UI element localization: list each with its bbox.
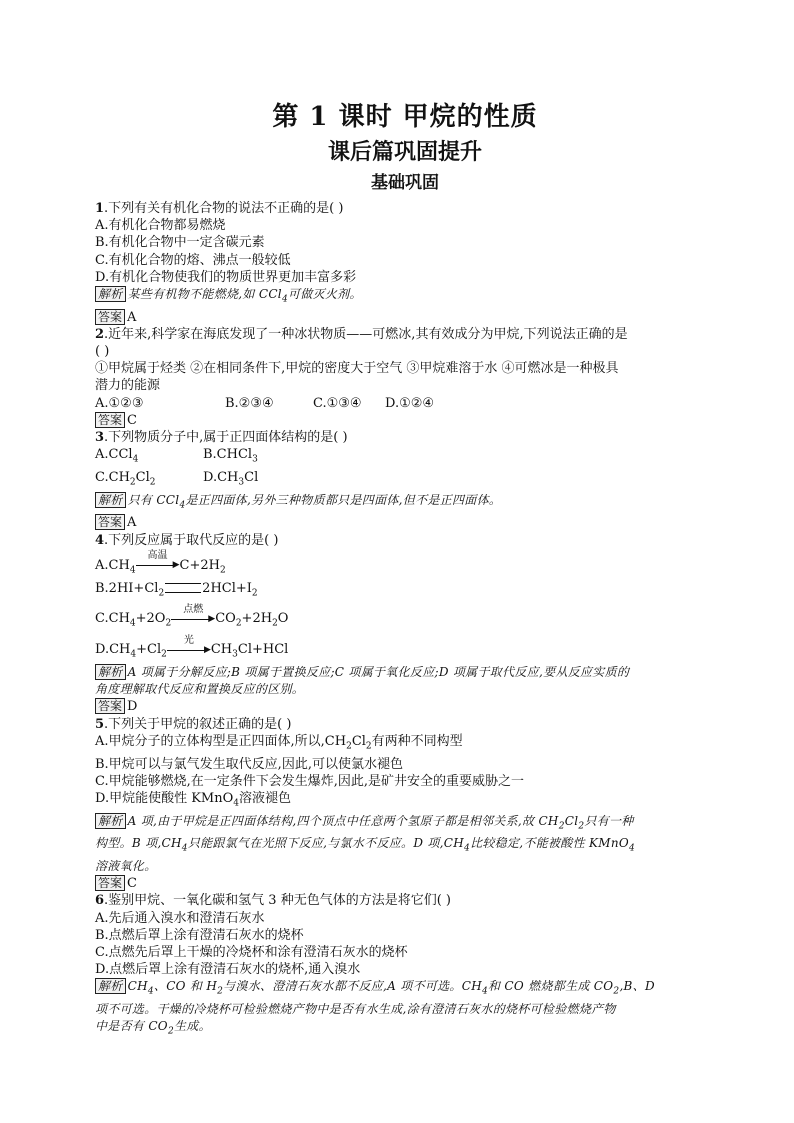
option-c: C.①③④ (313, 395, 362, 411)
option-d: D.点燃后罩上涂有澄清石灰水的烧杯,通入溴水 (95, 962, 361, 978)
option-a: A.CCl$_4$ (95, 447, 139, 465)
option-b: B.甲烷可以与氯气发生取代反应,因此,可以使氯水褪色 (95, 756, 403, 772)
options (95, 395, 715, 412)
question-stem-cont: ( ) (95, 344, 110, 360)
analysis: 解析 A 项,由于甲烷是正四面体结构,四个顶点中任意两个氢原子都是相邻关系,故 $CH_2Cl_2$只有一种 (95, 813, 715, 836)
question-stem: 5.下列关于甲烷的叙述正确的是( ) (95, 716, 292, 732)
worksheet-page (95, 100, 715, 1041)
question-1 (95, 200, 715, 326)
option-c: C.甲烷能够燃烧,在一定条件下会发生爆炸,因此,是矿井安全的重要威胁之一 (95, 773, 525, 789)
reaction-arrow: 光 ▶ (167, 645, 211, 655)
option-d: D.有机化合物使我们的物质世界更加丰富多彩 (95, 269, 357, 285)
option-c: $C.CH_2Cl_2$ (95, 470, 156, 488)
analysis-tag: 解析 (95, 492, 126, 508)
analysis-tag: 解析 (95, 978, 126, 994)
section-subtitle: 课后篇巩固提升 (327, 139, 482, 165)
question-2 (95, 326, 715, 429)
reaction-arrow: 点燃 ▶ (171, 614, 215, 624)
answer: 答案 C (95, 875, 715, 892)
option-b: B.点燃后罩上涂有澄清石灰水的烧杯 (95, 927, 304, 943)
answer-tag: 答案 (95, 514, 125, 530)
statements-cont: 潜力的能源 (95, 378, 161, 394)
analysis-tag: 解析 (95, 813, 126, 829)
answer: 答案 A (95, 309, 715, 326)
question-3 (95, 429, 715, 532)
section-heading: 基础巩固 (371, 173, 439, 193)
reaction-arrow: 高温 ▶ (136, 560, 180, 570)
question-6 (95, 892, 715, 1040)
option-b: B.CHCl$_3$ (203, 447, 258, 465)
option-c: C.有机化合物的熔、沸点一般较低 (95, 252, 291, 268)
option-d: $D.CH_4+Cl_2$ 光 ▶ $CH_3Cl+HCl$ (95, 634, 289, 660)
question-stem: 1.下列有关有机化合物的说法不正确的是( ) (95, 201, 344, 216)
answer: 答案 A (95, 514, 715, 531)
analysis: 解析 A 项属于分解反应;B 项属于置换反应;C 项属于氧化反应;D 项属于取代反应,要从反应实质的 (95, 664, 715, 681)
answer: 答案 D (95, 698, 715, 715)
option-d: D.①②④ (385, 395, 435, 411)
analysis-cont: 溶液氧化。 (95, 859, 157, 874)
option-a: A.①②③ (95, 395, 144, 411)
analysis: 解析 只有 CCl$_4$是正四面体,另外三种物质都只是四面体,但不是正四面体。 (95, 492, 715, 515)
answer-tag: 答案 (95, 875, 125, 891)
option-b: B.有机化合物中一定含碳元素 (95, 235, 265, 251)
option-c: $C.CH_4+2O_2$ 点燃 ▶ $CO_2+2H_2O$ (95, 603, 289, 630)
answer-tag: 答案 (95, 309, 125, 325)
option-d: D.甲烷能使酸性 KMnO$_4$溶液褪色 (95, 791, 292, 809)
analysis: 解析 某些有机物不能燃烧,如 CCl$_4$可做灭火剂。 (95, 286, 715, 309)
option-a: A.甲烷分子的立体构型是正四面体,所以$,CH_2Cl_2$有两种不同构型 (95, 733, 463, 752)
options-row-1 (95, 446, 715, 469)
answer-tag: 答案 (95, 698, 125, 714)
equals-sign (165, 583, 201, 593)
options-row-2 (95, 469, 715, 492)
answer-tag: 答案 (95, 412, 125, 428)
analysis-tag: 解析 (95, 664, 126, 680)
analysis-cont: 项不可选。干燥的冷烧杯可检验燃烧产物中是否有水生成,涂有澄清石灰水的烧杯可检验燃烧产物 (95, 1002, 616, 1017)
option-c: C.点燃先后罩上干燥的冷烧杯和涂有澄清石灰水的烧杯 (95, 945, 408, 961)
analysis-tag: 解析 (95, 286, 126, 302)
option-b: B.②③④ (225, 395, 274, 411)
question-stem: 3.下列物质分子中,属于正四面体结构的是( ) (95, 430, 348, 446)
analysis-cont: 中是否有 $CO_2$生成。 (95, 1019, 211, 1037)
question-4 (95, 532, 715, 716)
analysis-cont: 构型。B 项$,CH_4$只能跟氯气在光照下反应,与氯水不反应。D 项$,CH_4$比较稳定,不能被酸性 KMnO$_4$ (95, 836, 636, 854)
question-5 (95, 716, 715, 893)
question-stem: 6.鉴别甲烷、一氧化碳和氢气 3 种无色气体的方法是将它们( ) (95, 893, 451, 909)
option-a: $A.CH_4$ 高温 ▶ $C+2H_2$ (95, 550, 226, 576)
question-stem: 4.下列反应属于取代反应的是( ) (95, 532, 279, 548)
statements: ①甲烷属于烃类 ②在相同条件下,甲烷的密度大于空气 ③甲烷难溶于水 ④可燃冰是一种极具 (95, 361, 619, 377)
option-a: A.先后通入溴水和澄清石灰水 (95, 910, 265, 926)
answer: 答案 C (95, 412, 715, 429)
lesson-title: 第 1 课时 甲烷的性质 (272, 102, 538, 132)
option-d: $D.CH_3Cl$ (203, 470, 259, 488)
analysis-cont: 角度理解取代反应和置换反应的区别。 (95, 682, 305, 697)
option-b: $B.2HI+Cl_2$ $2HCl+I_2$ (95, 580, 258, 599)
option-a: A.有机化合物都易燃烧 (95, 218, 226, 234)
question-stem: 2.近年来,科学家在海底发现了一种冰状物质——可燃冰,其有效成分为甲烷,下列说法正确的是 (95, 326, 628, 342)
analysis: 解析 $CH_4$、CO 和 $H_2$与溴水、澄清石灰水都不反应,A 项不可选。$CH_4$和 CO 燃烧都生成 $CO_2,B$、D (95, 978, 715, 1001)
